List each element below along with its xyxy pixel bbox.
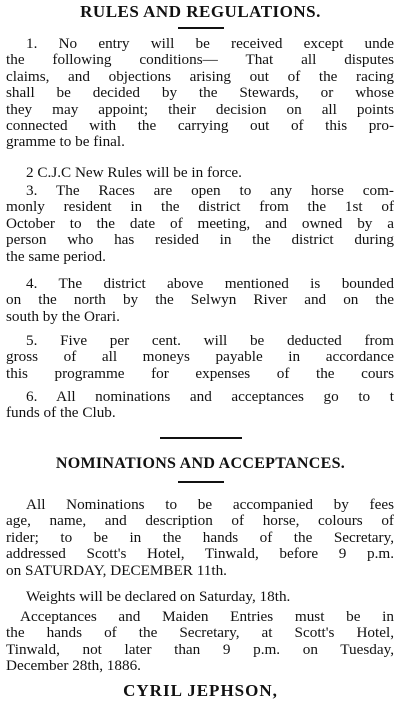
- nomination-line: age, name, and description of horse, colours of: [6, 513, 394, 530]
- rule-line: person who has resided in the district during: [6, 232, 394, 249]
- nominations-paragraph: [6, 497, 394, 579]
- rule-line: 6. All nominations and acceptances go to t: [26, 389, 394, 405]
- rule-line: October to the date of meeting, and owned by a: [6, 215, 394, 232]
- rule-line: they may appoint; their decision on all points: [6, 101, 394, 118]
- rule-line: 5. Five per cent. will be deducted from: [26, 333, 394, 349]
- rule-line: monly resident in the district from the 1st of: [6, 199, 394, 216]
- rule-line: 1. No entry will be received except unde: [26, 36, 394, 52]
- rule-line: on the north by the Selwyn River and on the: [6, 292, 394, 309]
- nomination-line: the hands of the Secretary, at Scott's Hotel,: [6, 625, 394, 642]
- rule-4: [6, 276, 394, 325]
- nomination-line: December 28th, 1886.: [6, 658, 141, 675]
- rule-1: [6, 36, 394, 151]
- rules-heading: RULES AND REGULATIONS.: [80, 2, 321, 21]
- section-divider: [160, 437, 242, 439]
- acceptances-paragraph: [6, 609, 394, 675]
- nomination-line: Acceptances and Maiden Entries must be in: [20, 609, 394, 625]
- rule-line: south by the Orari.: [6, 308, 120, 325]
- rule-line: funds of the Club.: [6, 405, 116, 422]
- heading-rule: [178, 27, 224, 29]
- rule-line: the following conditions— That all disputes: [6, 52, 394, 69]
- rule-line: 3. The Races are open to any horse com-: [26, 183, 394, 199]
- rule-6: [6, 389, 394, 422]
- rule-3: [6, 183, 394, 265]
- rule-line: 4. The district above mentioned is bounded: [26, 276, 394, 292]
- nominations-heading: NOMINATIONS AND ACCEPTANCES.: [55, 455, 346, 472]
- nomination-line: Weights will be declared on Saturday, 18th.: [26, 589, 291, 605]
- rule-line: shall be decided by the Stewards, or whose: [6, 85, 394, 102]
- rule-line: claims, and objections arising out of the racing: [6, 68, 394, 85]
- nomination-line: Tinwald, not later than 9 p.m. on Tuesday,: [6, 641, 394, 658]
- rule-5: [6, 333, 394, 382]
- nomination-line: on SATURDAY, DECEMBER 11th.: [6, 562, 227, 579]
- rule-2: [6, 165, 394, 181]
- rule-line: 2 C.J.C New Rules will be in force.: [26, 165, 242, 181]
- rule-line: this programme for expenses of the cours: [6, 365, 394, 382]
- weights-paragraph: [6, 589, 394, 605]
- nomination-line: addressed Scott's Hotel, Tinwald, before 9 p.m.: [6, 546, 394, 563]
- rule-line: gross of all moneys payable in accordance: [6, 349, 394, 366]
- rule-line: gramme to be final.: [6, 134, 125, 151]
- heading-rule: [178, 481, 224, 483]
- rule-line: connected with the carrying out of this pro-: [6, 118, 394, 135]
- nomination-line: rider; to be in the hands of the Secretary,: [6, 529, 394, 546]
- signature: CYRIL JEPHSON,: [123, 681, 278, 700]
- nomination-line: All Nominations to be accompanied by fees: [26, 497, 394, 513]
- rule-line: the same period.: [6, 248, 106, 265]
